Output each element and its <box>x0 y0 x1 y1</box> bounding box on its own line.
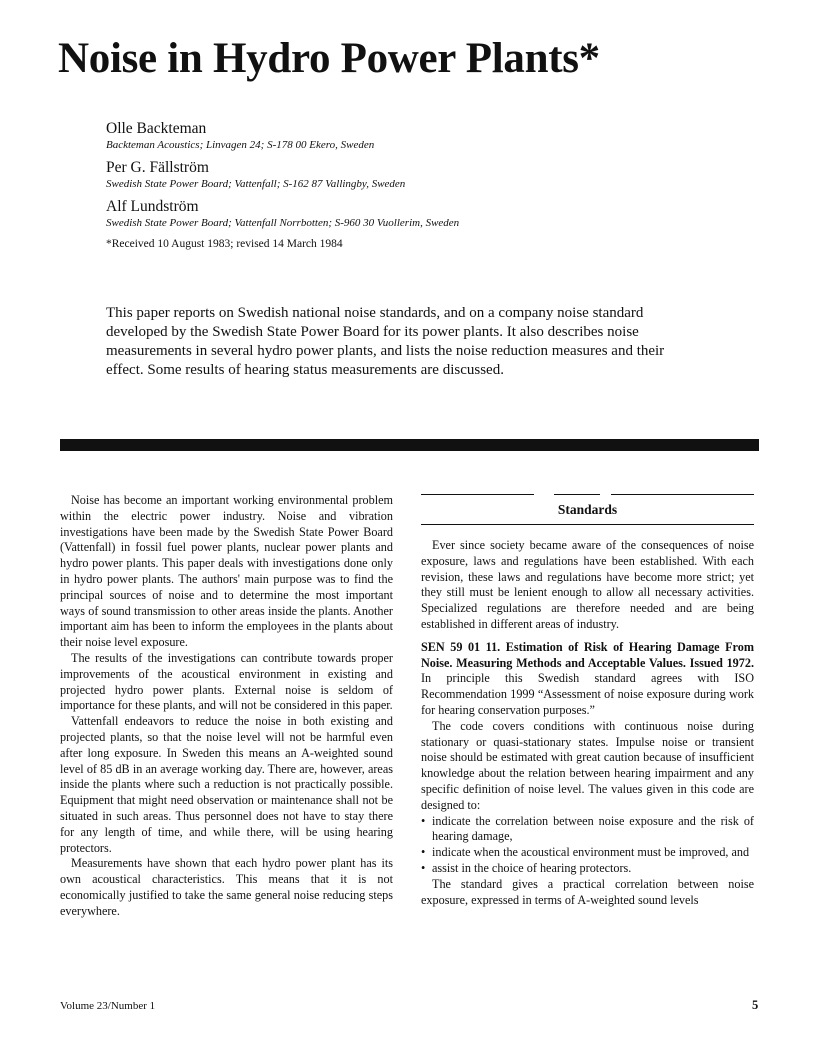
heading-rule <box>421 524 754 525</box>
body-paragraph: The code covers conditions with continuous noise during stationary or quasi-stationary states. Impulse noise or transient noise should be estimated with great caution because of insufficient knowledge about the relation between hearing impairment and any specific definition of noise level. The values given in this code are designed to: <box>421 718 754 812</box>
author-name: Per G. Fällström <box>106 159 209 176</box>
right-column <box>421 488 754 908</box>
received-note: *Received 10 August 1983; revised 14 March 1984 <box>106 238 343 250</box>
article-title: Noise in Hydro Power Plants* <box>58 35 600 82</box>
body-paragraph: Noise has become an important working environmental problem within the electric power industry. Noise and vibration investigations have been made by the Swedish State Power Board (Vattenfall) in fossil fuel power plants, nuclear power plants and hydro power plants. This paper deals with investigations done only in hydro power plants. The authors' main purpose was to find the principal sources of noise and to determine the most important ways of sound transmission to other areas inside the plants. Another important aim has been to inform the employees in the plants about their noise level exposure. <box>60 493 393 650</box>
standard-text: In principle this Swedish standard agrees with ISO Recommendation 1999 “Assessment of noise exposure during work for hearing conservation purposes.” <box>421 671 754 717</box>
section-title: Standards <box>557 502 618 517</box>
body-paragraph: Ever since society became aware of the consequences of noise exposure, laws and regulations have been established. With each revision, these laws and regulations have become more strict; yet they still must be lenient enough to allow all necessary activities. Specialized regulations are therefore needed and are being established in different areas of industry. <box>421 538 754 631</box>
body-paragraph: Vattenfall endeavors to reduce the noise in both existing and projected plants, so that the noise level will not be harmful even after long exposure. In Sweden this means an A-weighted sound level of 85 dB in an average working day. There are, however, areas inside the plants where such a reduction is not practically possible. Equipment that might need observation or maintenance shall not be situated in such areas. Thus personnel does not have to stay there for any length of time, and while there, will be using hearing protectors. <box>60 714 393 855</box>
list-item: • indicate when the acoustical environment must be improved, and <box>421 845 754 861</box>
author-name: Alf Lundström <box>106 198 199 215</box>
body-paragraph: Measurements have shown that each hydro power plant has its own acoustical characteristics. This means that it is not economically justified to take the same general noise reducing steps everywhere. <box>60 856 393 918</box>
author-entry <box>106 120 766 153</box>
journal-issue: Volume 23/Number 1 <box>60 1000 156 1012</box>
body-paragraph: The standard gives a practical correlation between noise exposure, expressed in terms of A-weighted sound levels <box>421 876 754 907</box>
author-affiliation: Backteman Acoustics; Linvagen 24; S-178 00 Ekero, Sweden <box>106 139 375 151</box>
body-paragraph: The results of the investigations can contribute towards proper improvements of the acoustical environment in existing and projected hydro power plants. External noise is seldom of importance for these plants, and will not be considered in this paper. <box>60 650 393 713</box>
standard-heading: SEN 59 01 11. Estimation of Risk of Hearing Damage From Noise. Measuring Methods and Acceptable Values. Issued 1972. <box>421 639 754 670</box>
section-heading-block <box>421 488 754 530</box>
author-affiliation: Swedish State Power Board; Vattenfall; S-162 87 Vallingby, Sweden <box>106 178 406 190</box>
heading-rule <box>554 494 600 495</box>
author-entry <box>106 159 766 192</box>
list-item: • assist in the choice of hearing protectors. <box>421 861 754 877</box>
standard-paragraph <box>421 640 754 719</box>
bullet-list <box>421 814 754 877</box>
page-number: 5 <box>752 998 759 1012</box>
header-rule <box>60 439 759 451</box>
list-item: • indicate the correlation between noise exposure and the risk of hearing damage, <box>421 814 754 846</box>
heading-rule <box>421 494 534 495</box>
abstract: This paper reports on Swedish national noise standards, and on a company noise standard developed by the Swedish State Power Board for its power plants. It also describes noise measurements in several hydro power plants, and lists the noise reduction measures and their effect. Some results of hearing status measurements are discussed. <box>106 305 665 378</box>
left-column <box>60 493 393 920</box>
author-block <box>106 120 766 252</box>
author-entry <box>106 198 766 231</box>
author-name: Olle Backteman <box>106 120 207 137</box>
heading-rule <box>611 494 754 495</box>
author-affiliation: Swedish State Power Board; Vattenfall Norrbotten; S-960 30 Vuollerim, Sweden <box>106 217 460 229</box>
